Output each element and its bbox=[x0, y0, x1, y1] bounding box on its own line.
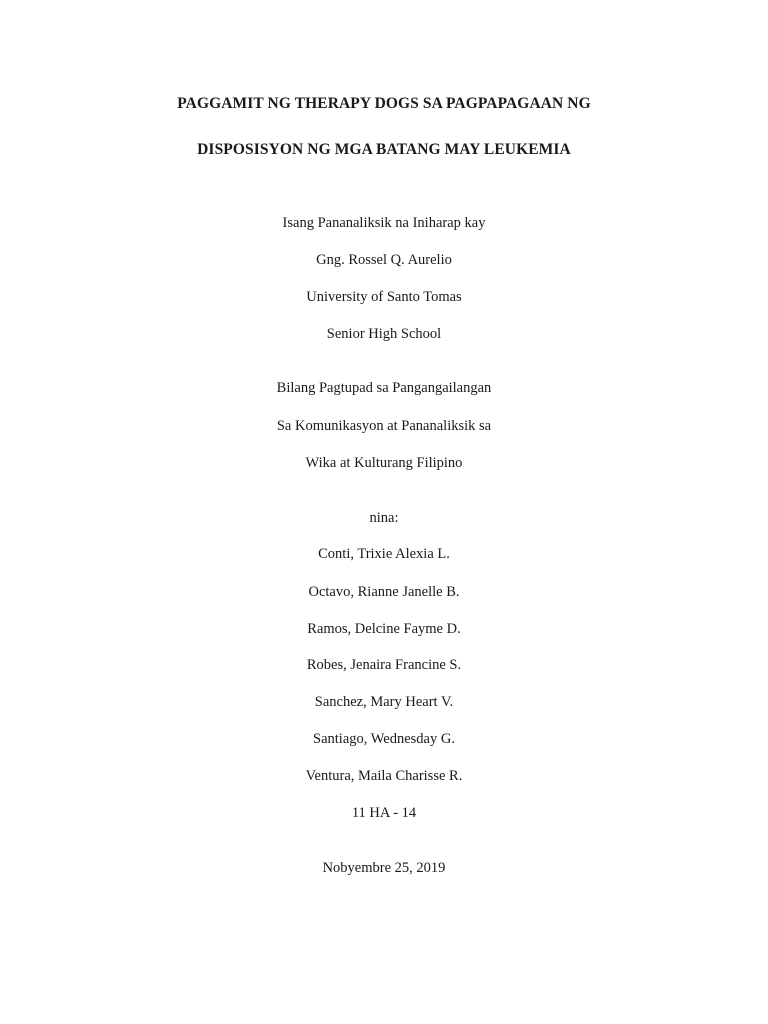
adviser-name: Gng. Rossel Q. Aurelio bbox=[316, 252, 452, 268]
author-name: Conti, Trixie Alexia L. bbox=[318, 546, 450, 562]
title-line-1: PAGGAMIT NG THERAPY DOGS SA PAGPAPAGAAN NG bbox=[177, 95, 591, 112]
requirement-line-2: Sa Komunikasyon at Pananaliksik sa bbox=[276, 418, 492, 434]
author-name: Robes, Jenaira Francine S. bbox=[306, 657, 462, 673]
university-name: University of Santo Tomas bbox=[306, 289, 462, 305]
author-name: Octavo, Rianne Janelle B. bbox=[308, 584, 460, 600]
by-label: nina: bbox=[369, 510, 399, 526]
author-name: Ramos, Delcine Fayme D. bbox=[307, 621, 461, 637]
requirement-line-1: Bilang Pagtupad sa Pangangailangan bbox=[276, 380, 492, 396]
title-line-2: DISPOSISYON NG MGA BATANG MAY LEUKEMIA bbox=[197, 141, 571, 158]
author-name: Ventura, Maila Charisse R. bbox=[305, 768, 463, 784]
presented-line: Isang Pananaliksik na Iniharap kay bbox=[282, 215, 486, 231]
requirement-line-3: Wika at Kulturang Filipino bbox=[305, 455, 463, 471]
author-name: Santiago, Wednesday G. bbox=[313, 731, 455, 747]
section-label: 11 HA - 14 bbox=[351, 805, 417, 821]
school-name: Senior High School bbox=[326, 326, 442, 342]
author-name: Sanchez, Mary Heart V. bbox=[314, 694, 454, 710]
document-date: Nobyembre 25, 2019 bbox=[322, 860, 446, 876]
